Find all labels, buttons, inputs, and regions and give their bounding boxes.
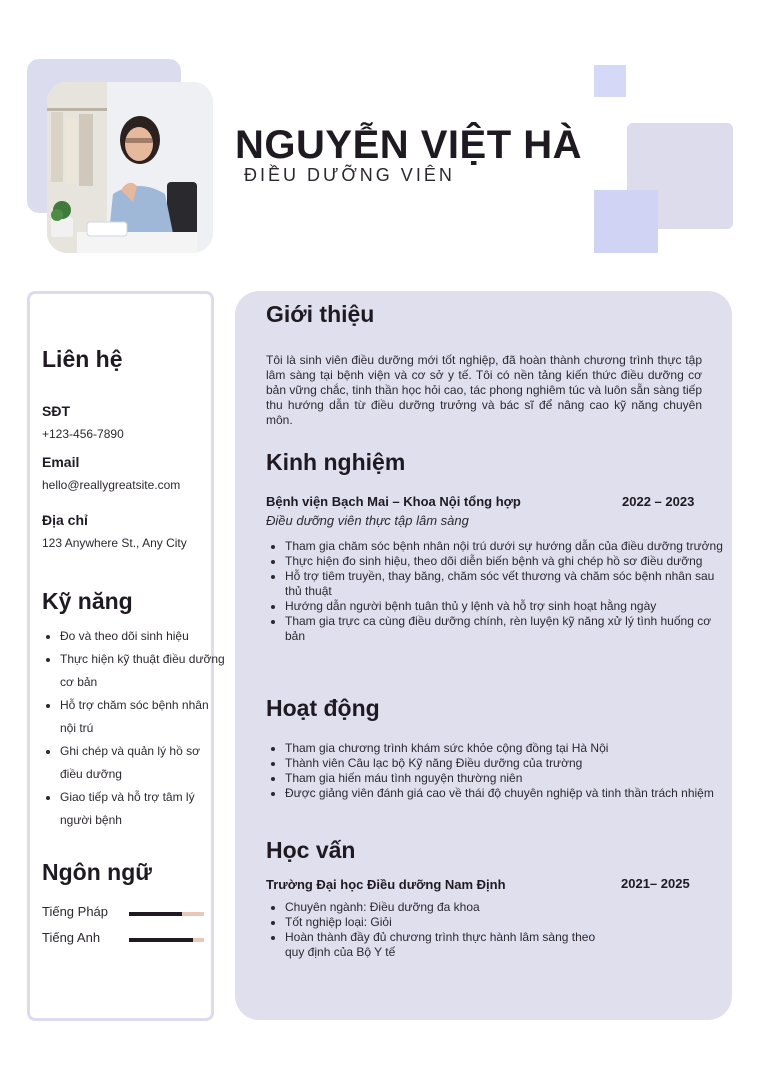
experience-title: Bệnh viện Bạch Mai – Khoa Nội tổng hợp xyxy=(266,494,521,509)
list-item: • Hoàn thành đầy đủ chương trình thực hành lâm sàng theo quy định của Bộ Y tế xyxy=(285,930,607,960)
main-panel xyxy=(235,291,732,1020)
phone-value: +123-456-7890 xyxy=(42,427,124,441)
list-item: • Thực hiện kỹ thuật điều dưỡng cơ bản xyxy=(60,648,225,694)
profile-photo-illustration xyxy=(47,82,213,253)
list-item: • Được giảng viên đánh giá cao về thái độ chuyên nghiệp và tinh thần trách nhiệm xyxy=(285,786,732,801)
language-name: Tiếng Anh xyxy=(42,930,101,945)
sidebar xyxy=(27,291,225,1021)
activities-heading: Hoạt động xyxy=(266,695,380,721)
list-item: • Hỗ trợ chăm sóc bệnh nhân nội trú xyxy=(60,694,225,740)
education-date: 2021– 2025 xyxy=(621,876,690,891)
list-item: • Tham gia hiến máu tình nguyện thường niên xyxy=(285,771,732,786)
decor-square-medium xyxy=(594,190,658,253)
list-item: • Đo và theo dõi sinh hiệu xyxy=(60,625,225,648)
phone-label: SĐT xyxy=(42,403,70,419)
intro-text: Tôi là sinh viên điều dưỡng mới tốt nghiệp, đã hoàn thành chương trình thực tập lâm sàng tại bệnh viện và cơ sở y tế. Tôi có nền tảng kiến thức điều dưỡng cơ bản vững chắc, tinh thần học hỏi cao, tác phong nghiêm túc và luôn sẵn sàng tiếp thu hướng dẫn từ điều dưỡng trưởng và bác sĩ để nâng cao kỹ năng chuyên môn. xyxy=(266,353,702,427)
language-name: Tiếng Pháp xyxy=(42,904,109,919)
language-level-track xyxy=(129,912,204,916)
address-label: Địa chỉ xyxy=(42,512,88,528)
list-item: • Ghi chép và quản lý hồ sơ điều dưỡng xyxy=(60,740,225,786)
experience-heading: Kinh nghiệm xyxy=(266,449,406,475)
list-item: • Chuyên ngành: Điều dưỡng đa khoa xyxy=(285,900,607,915)
candidate-name: NGUYỄN VIỆT HÀ xyxy=(235,122,583,167)
education-heading: Học vấn xyxy=(266,837,356,863)
contact-heading: Liên hệ xyxy=(42,346,123,372)
skills-list xyxy=(42,625,225,832)
list-item: • Giao tiếp và hỗ trợ tâm lý người bệnh xyxy=(60,786,225,832)
decor-square-small xyxy=(594,65,626,97)
list-item: • Hỗ trợ tiêm truyền, thay băng, chăm sóc vết thương và chăm sóc bệnh nhân sau thủ thuật xyxy=(285,569,732,599)
skills-heading: Kỹ năng xyxy=(42,588,133,614)
address-value: 123 Anywhere St., Any City xyxy=(42,536,187,550)
language-level-fill xyxy=(129,938,193,942)
list-item: • Thành viên Câu lạc bộ Kỹ năng Điều dưỡng của trường xyxy=(285,756,732,771)
language-level-track xyxy=(129,938,204,942)
list-item: • Tham gia trực ca cùng điều dưỡng chính, rèn luyện kỹ năng xử lý tình huống cơ bản xyxy=(285,614,732,644)
email-value: hello@reallygreatsite.com xyxy=(42,478,181,492)
profile-photo xyxy=(47,82,213,253)
list-item: • Tham gia chương trình khám sức khỏe cộng đồng tại Hà Nội xyxy=(285,741,732,756)
language-row xyxy=(42,930,207,948)
language-row xyxy=(42,904,207,922)
list-item: • Hướng dẫn người bệnh tuân thủ y lệnh và hỗ trợ sinh hoạt hằng ngày xyxy=(285,599,732,614)
education-bullets xyxy=(266,900,607,960)
experience-bullets xyxy=(266,539,732,644)
experience-subtitle: Điều dưỡng viên thực tập lâm sàng xyxy=(266,513,469,528)
education-title: Trường Đại học Điều dưỡng Nam Định xyxy=(266,877,506,892)
experience-date: 2022 – 2023 xyxy=(622,494,695,509)
language-level-fill xyxy=(129,912,182,916)
languages-heading: Ngôn ngữ xyxy=(42,859,152,885)
list-item: • Tốt nghiệp loại: Giỏi xyxy=(285,915,607,930)
candidate-role: ĐIỀU DƯỠNG VIÊN xyxy=(244,165,455,185)
list-item: • Tham gia chăm sóc bệnh nhân nội trú dưới sự hướng dẫn của điều dưỡng trưởng xyxy=(285,539,732,554)
activities-list xyxy=(266,741,732,801)
intro-heading: Giới thiệu xyxy=(266,301,375,327)
list-item: • Thực hiện đo sinh hiệu, theo dõi diễn biến bệnh và ghi chép hồ sơ điều dưỡng xyxy=(285,554,732,569)
email-label: Email xyxy=(42,454,80,470)
